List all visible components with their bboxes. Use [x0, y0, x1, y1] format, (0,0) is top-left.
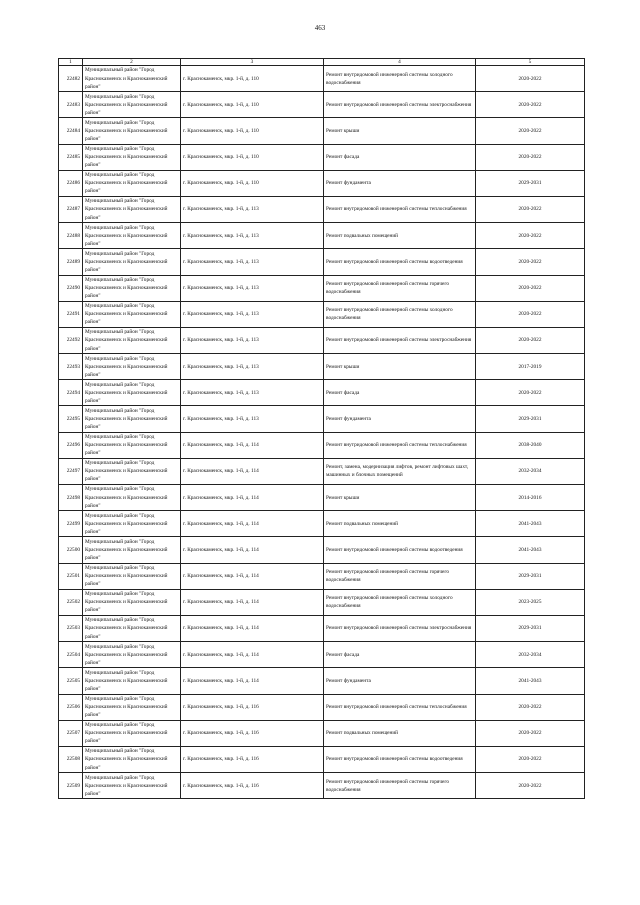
- table-row: [59, 327, 585, 353]
- period-cell: 2029-2031: [476, 170, 585, 196]
- period-cell: 2017-2019: [476, 354, 585, 380]
- table-row: [59, 380, 585, 406]
- municipality-cell: Муниципальный район "Город Красноказменск и Краснокаменский район": [83, 485, 181, 511]
- municipality-cell: Муниципальный район "Город Красноказменск и Краснокаменский район": [83, 694, 181, 720]
- row-number-cell: 22486: [59, 170, 83, 196]
- header-cell-4: 4: [324, 59, 476, 66]
- municipality-cell: Муниципальный район "Город Красноказменск и Краснокаменский район": [83, 170, 181, 196]
- table-row: [59, 511, 585, 537]
- header-cell-5: 5: [476, 59, 585, 66]
- table-row: [59, 66, 585, 92]
- municipality-cell: Муниципальный район "Город Красноказменск и Краснокаменский район": [83, 589, 181, 615]
- period-cell: 2020-2022: [476, 92, 585, 118]
- period-cell: 2020-2022: [476, 773, 585, 799]
- work-type-cell: Ремонт внутридомовой инженерной системы горячего водоснабжения: [324, 275, 476, 301]
- row-number-cell: 22505: [59, 668, 83, 694]
- address-cell: г. Краснокаменск, мкр. 1-й, д. 116: [181, 773, 324, 799]
- table-row: [59, 223, 585, 249]
- table-row: [59, 458, 585, 484]
- table-row: [59, 563, 585, 589]
- address-cell: г. Краснокаменск, мкр. 1-й, д. 114: [181, 537, 324, 563]
- address-cell: г. Краснокаменск, мкр. 1-й, д. 113: [181, 196, 324, 222]
- table-row: [59, 668, 585, 694]
- period-cell: 2029-2031: [476, 563, 585, 589]
- work-type-cell: Ремонт внутридомовой инженерной системы электроснабжения: [324, 327, 476, 353]
- work-type-cell: Ремонт крыши: [324, 118, 476, 144]
- period-cell: 2020-2022: [476, 223, 585, 249]
- address-cell: г. Краснокаменск, мкр. 1-й, д. 110: [181, 118, 324, 144]
- work-type-cell: Ремонт, замена, модернизация лифтов, ремонт лифтовых шахт, машинных и блочных помещений: [324, 458, 476, 484]
- row-number-cell: 22483: [59, 92, 83, 118]
- address-cell: г. Краснокаменск, мкр. 1-й, д. 114: [181, 563, 324, 589]
- work-type-cell: Ремонт фасада: [324, 144, 476, 170]
- table-row: [59, 249, 585, 275]
- table-row: [59, 275, 585, 301]
- period-cell: 2020-2022: [476, 301, 585, 327]
- row-number-cell: 22484: [59, 118, 83, 144]
- period-cell: 2041-2043: [476, 668, 585, 694]
- row-number-cell: 22487: [59, 196, 83, 222]
- row-number-cell: 22497: [59, 458, 83, 484]
- table-row: [59, 537, 585, 563]
- table-row: [59, 773, 585, 799]
- work-type-cell: Ремонт внутридомовой инженерной системы теплоснабжения: [324, 196, 476, 222]
- address-cell: г. Краснокаменск, мкр. 1-й, д. 114: [181, 615, 324, 641]
- address-cell: г. Краснокаменск, мкр. 1-й, д. 110: [181, 170, 324, 196]
- address-cell: г. Краснокаменск, мкр. 1-й, д. 113: [181, 301, 324, 327]
- municipality-cell: Муниципальный район "Город Красноказменск и Краснокаменский район": [83, 406, 181, 432]
- row-number-cell: 22509: [59, 773, 83, 799]
- row-number-cell: 22502: [59, 589, 83, 615]
- municipality-cell: Муниципальный район "Город Красноказменск и Краснокаменский район": [83, 615, 181, 641]
- municipality-cell: Муниципальный район "Город Красноказменск и Краснокаменский район": [83, 773, 181, 799]
- table-row: [59, 354, 585, 380]
- address-cell: г. Краснокаменск, мкр. 1-й, д. 110: [181, 66, 324, 92]
- work-type-cell: Ремонт подвальных помещений: [324, 223, 476, 249]
- row-number-cell: 22496: [59, 432, 83, 458]
- period-cell: 2020-2022: [476, 380, 585, 406]
- period-cell: 2014-2016: [476, 485, 585, 511]
- row-number-cell: 22491: [59, 301, 83, 327]
- municipality-cell: Муниципальный район "Город Красноказменск и Краснокаменский район": [83, 432, 181, 458]
- row-number-cell: 22489: [59, 249, 83, 275]
- period-cell: 2020-2022: [476, 118, 585, 144]
- period-cell: 2032-2034: [476, 458, 585, 484]
- table-row: [59, 694, 585, 720]
- table-row: [59, 301, 585, 327]
- table-row: [59, 642, 585, 668]
- municipality-cell: Муниципальный район "Город Красноказменск и Краснокаменский район": [83, 92, 181, 118]
- period-cell: 2041-2043: [476, 537, 585, 563]
- table-row: [59, 485, 585, 511]
- header-cell-1: 1: [59, 59, 83, 66]
- address-cell: г. Краснокаменск, мкр. 1-й, д. 113: [181, 406, 324, 432]
- header-cell-2: 2: [83, 59, 181, 66]
- page-number: 463: [314, 24, 326, 32]
- table-row: [59, 746, 585, 772]
- header-cell-3: 3: [181, 59, 324, 66]
- row-number-cell: 22500: [59, 537, 83, 563]
- municipality-cell: Муниципальный район "Город Красноказменск и Краснокаменский район": [83, 144, 181, 170]
- municipality-cell: Муниципальный район "Город Красноказменск и Краснокаменский район": [83, 66, 181, 92]
- municipality-cell: Муниципальный район "Город Красноказменск и Краснокаменский район": [83, 301, 181, 327]
- municipality-cell: Муниципальный район "Город Красноказменск и Краснокаменский район": [83, 196, 181, 222]
- address-cell: г. Краснокаменск, мкр. 1-й, д. 114: [181, 432, 324, 458]
- period-cell: 2029-2031: [476, 406, 585, 432]
- row-number-cell: 22501: [59, 563, 83, 589]
- row-number-cell: 22498: [59, 485, 83, 511]
- municipality-cell: Муниципальный район "Город Красноказменск и Краснокаменский район": [83, 642, 181, 668]
- address-cell: г. Краснокаменск, мкр. 1-й, д. 110: [181, 92, 324, 118]
- work-type-cell: Ремонт внутридомовой инженерной системы водоотведения: [324, 249, 476, 275]
- municipality-cell: Муниципальный район "Город Красноказменск и Краснокаменский район": [83, 223, 181, 249]
- address-cell: г. Краснокаменск, мкр. 1-й, д. 114: [181, 511, 324, 537]
- table-row: [59, 720, 585, 746]
- work-type-cell: Ремонт фундамента: [324, 668, 476, 694]
- table-row: [59, 432, 585, 458]
- table-row: [59, 406, 585, 432]
- period-cell: 2020-2022: [476, 720, 585, 746]
- row-number-cell: 22490: [59, 275, 83, 301]
- address-cell: г. Краснокаменск, мкр. 1-й, д. 114: [181, 485, 324, 511]
- municipality-cell: Муниципальный район "Город Красноказменск и Краснокаменский район": [83, 511, 181, 537]
- address-cell: г. Краснокаменск, мкр. 1-й, д. 114: [181, 668, 324, 694]
- work-type-cell: Ремонт фундамента: [324, 170, 476, 196]
- row-number-cell: 22492: [59, 327, 83, 353]
- work-type-cell: Ремонт внутридомовой инженерной системы теплоснабжения: [324, 432, 476, 458]
- address-cell: г. Краснокаменск, мкр. 1-й, д. 113: [181, 354, 324, 380]
- row-number-cell: 22493: [59, 354, 83, 380]
- work-type-cell: Ремонт фасада: [324, 380, 476, 406]
- municipality-cell: Муниципальный район "Город Красноказменск и Краснокаменский район": [83, 118, 181, 144]
- table-row: [59, 118, 585, 144]
- work-type-cell: Ремонт внутридомовой инженерной системы водоотведения: [324, 537, 476, 563]
- row-number-cell: 22508: [59, 746, 83, 772]
- work-type-cell: Ремонт крыши: [324, 485, 476, 511]
- row-number-cell: 22504: [59, 642, 83, 668]
- work-type-cell: Ремонт внутридомовой инженерной системы водоотведения: [324, 746, 476, 772]
- address-cell: г. Краснокаменск, мкр. 1-й, д. 116: [181, 720, 324, 746]
- period-cell: 2020-2022: [476, 746, 585, 772]
- work-type-cell: Ремонт подвальных помещений: [324, 720, 476, 746]
- work-type-cell: Ремонт фасада: [324, 642, 476, 668]
- row-number-cell: 22499: [59, 511, 83, 537]
- row-number-cell: 22507: [59, 720, 83, 746]
- period-cell: 2020-2022: [476, 196, 585, 222]
- row-number-cell: 22485: [59, 144, 83, 170]
- address-cell: г. Краснокаменск, мкр. 1-й, д. 113: [181, 249, 324, 275]
- municipality-cell: Муниципальный район "Город Красноказменск и Краснокаменский район": [83, 458, 181, 484]
- row-number-cell: 22495: [59, 406, 83, 432]
- period-cell: 2020-2022: [476, 694, 585, 720]
- table-row: [59, 144, 585, 170]
- work-type-cell: Ремонт фундамента: [324, 406, 476, 432]
- table-row: [59, 170, 585, 196]
- row-number-cell: 22503: [59, 615, 83, 641]
- table-row: [59, 92, 585, 118]
- work-type-cell: Ремонт внутридомовой инженерной системы теплоснабжения: [324, 694, 476, 720]
- row-number-cell: 22482: [59, 66, 83, 92]
- address-cell: г. Краснокаменск, мкр. 1-й, д. 114: [181, 642, 324, 668]
- work-type-cell: Ремонт внутридомовой инженерной системы холодного водоснабжения: [324, 589, 476, 615]
- row-number-cell: 22506: [59, 694, 83, 720]
- address-cell: г. Краснокаменск, мкр. 1-й, д. 116: [181, 746, 324, 772]
- period-cell: 2020-2022: [476, 275, 585, 301]
- municipality-cell: Муниципальный район "Город Красноказменск и Краснокаменский район": [83, 249, 181, 275]
- municipality-cell: Муниципальный район "Город Красноказменск и Краснокаменский район": [83, 354, 181, 380]
- table-row: [59, 196, 585, 222]
- table-header-row: [59, 59, 585, 66]
- address-cell: г. Краснокаменск, мкр. 1-й, д. 113: [181, 380, 324, 406]
- address-cell: г. Краснокаменск, мкр. 1-й, д. 114: [181, 589, 324, 615]
- period-cell: 2023-2025: [476, 589, 585, 615]
- address-cell: г. Краснокаменск, мкр. 1-й, д. 110: [181, 144, 324, 170]
- work-type-cell: Ремонт внутридомовой инженерной системы горячего водоснабжения: [324, 773, 476, 799]
- period-cell: 2020-2022: [476, 327, 585, 353]
- work-type-cell: Ремонт подвальных помещений: [324, 511, 476, 537]
- address-cell: г. Краснокаменск, мкр. 1-й, д. 113: [181, 275, 324, 301]
- address-cell: г. Краснокаменск, мкр. 1-й, д. 116: [181, 694, 324, 720]
- work-type-cell: Ремонт внутридомовой инженерной системы горячего водоснабжения: [324, 563, 476, 589]
- municipality-cell: Муниципальный район "Город Красноказменск и Краснокаменский район": [83, 720, 181, 746]
- work-type-cell: Ремонт внутридомовой инженерной системы холодного водоснабжения: [324, 301, 476, 327]
- work-type-cell: Ремонт крыши: [324, 354, 476, 380]
- period-cell: 2020-2022: [476, 249, 585, 275]
- table-row: [59, 615, 585, 641]
- work-type-cell: Ремонт внутридомовой инженерной системы электроснабжения: [324, 615, 476, 641]
- municipality-cell: Муниципальный район "Город Красноказменск и Краснокаменский район": [83, 380, 181, 406]
- period-cell: 2032-2034: [476, 642, 585, 668]
- address-cell: г. Краснокаменск, мкр. 1-й, д. 113: [181, 327, 324, 353]
- period-cell: 2038-2040: [476, 432, 585, 458]
- work-type-cell: Ремонт внутридомовой инженерной системы холодного водоснабжения: [324, 66, 476, 92]
- table-row: [59, 589, 585, 615]
- address-cell: г. Краснокаменск, мкр. 1-й, д. 114: [181, 458, 324, 484]
- municipality-cell: Муниципальный район "Город Красноказменск и Краснокаменский район": [83, 563, 181, 589]
- municipality-cell: Муниципальный район "Город Красноказменск и Краснокаменский район": [83, 746, 181, 772]
- row-number-cell: 22494: [59, 380, 83, 406]
- municipality-cell: Муниципальный район "Город Красноказменск и Краснокаменский район": [83, 537, 181, 563]
- work-type-cell: Ремонт внутридомовой инженерной системы электроснабжения: [324, 92, 476, 118]
- address-cell: г. Краснокаменск, мкр. 1-й, д. 113: [181, 223, 324, 249]
- period-cell: 2020-2022: [476, 144, 585, 170]
- row-number-cell: 22488: [59, 223, 83, 249]
- municipality-cell: Муниципальный район "Город Красноказменск и Краснокаменский район": [83, 327, 181, 353]
- municipality-cell: Муниципальный район "Город Красноказменск и Краснокаменский район": [83, 668, 181, 694]
- period-cell: 2020-2022: [476, 66, 585, 92]
- period-cell: 2029-2031: [476, 615, 585, 641]
- period-cell: 2041-2043: [476, 511, 585, 537]
- municipality-cell: Муниципальный район "Город Красноказменск и Краснокаменский район": [83, 275, 181, 301]
- repair-schedule-table: [58, 58, 585, 799]
